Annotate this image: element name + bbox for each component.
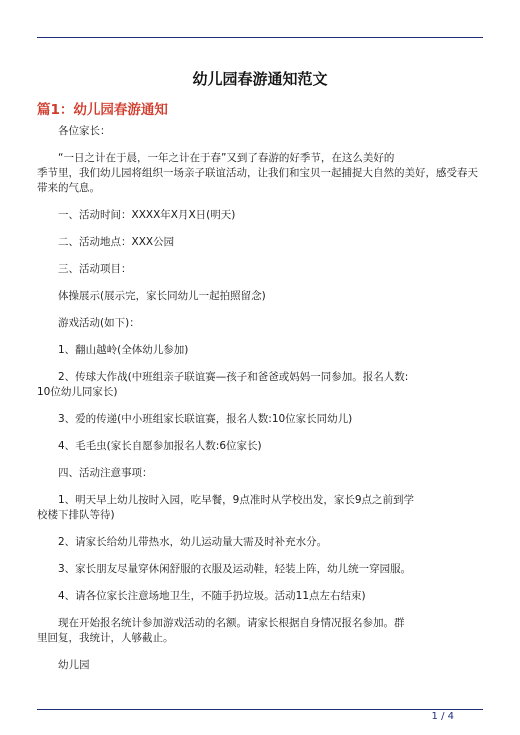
paragraph-intro-line1: “一日之计在于晨，一年之计在于春”又到了春游的好季节，在这么美好的	[58, 152, 395, 164]
registration-line1: 现在开始报名统计参加游戏活动的名额。请家长根据自身情况报名参加。群	[58, 617, 405, 629]
signature: 幼儿园	[58, 659, 90, 671]
document-title: 幼儿园春游通知范文	[192, 70, 328, 88]
salutation: 各位家长：	[58, 125, 111, 137]
activity-items-heading: 三、活动项目：	[58, 263, 132, 275]
game-4: 4、毛毛虫(家长自愿参加报名人数:6位家长)	[58, 440, 262, 452]
note-4: 4、请各位家长注意场地卫生，不随手扔垃圾。活动11点左右结束)	[58, 590, 366, 602]
page-indicator: 1 / 4	[431, 711, 454, 722]
notes-heading: 四、活动注意事项：	[58, 467, 153, 479]
note-3: 3、家长朋友尽量穿休闲舒服的衣服及运动鞋，轻装上阵，幼儿统一穿园服。	[58, 563, 412, 575]
header-rule	[37, 37, 483, 38]
registration-line2: 里回复，我统计，人够截止。	[37, 632, 174, 644]
game-3: 3、爱的传递(中小班组家长联谊赛，报名人数:10位家长同幼儿)	[58, 413, 353, 425]
document-body	[37, 124, 483, 673]
games-heading: 游戏活动(如下)：	[58, 317, 140, 329]
note-2: 2、请家长给幼儿带热水，幼儿运动量大需及时补充水分。	[58, 536, 328, 548]
game-2-line1: 2、传球大作战(中班组亲子联谊赛—孩子和爸爸或妈妈一同参加。报名人数:	[58, 371, 409, 383]
note-1-line2: 校楼下排队等待)	[37, 509, 115, 521]
game-2-line2: 10位幼儿同家长)	[37, 386, 118, 398]
section-heading: 篇1：幼儿园春游通知	[37, 102, 168, 118]
note-1-line1: 1、明天早上幼儿按时入园，吃早餐，9点准时从学校出发，家长9点之前到学	[58, 494, 415, 506]
activity-location: 二、活动地点：XXX公园	[58, 236, 175, 248]
paragraph-intro-line2: 季节里，我们幼儿园将组织一场亲子联谊活动，让我们和宝贝一起捕捉大自然的美好，感受春天带来的气息。	[37, 167, 478, 194]
gym-show: 体操展示(展示完，家长同幼儿一起拍照留念)	[58, 290, 266, 302]
activity-time: 一、活动时间：XXXX年X月X日(明天)	[58, 209, 236, 221]
footer-rule	[37, 709, 483, 710]
game-1: 1、翻山越岭(全体幼儿参加)	[58, 344, 189, 356]
